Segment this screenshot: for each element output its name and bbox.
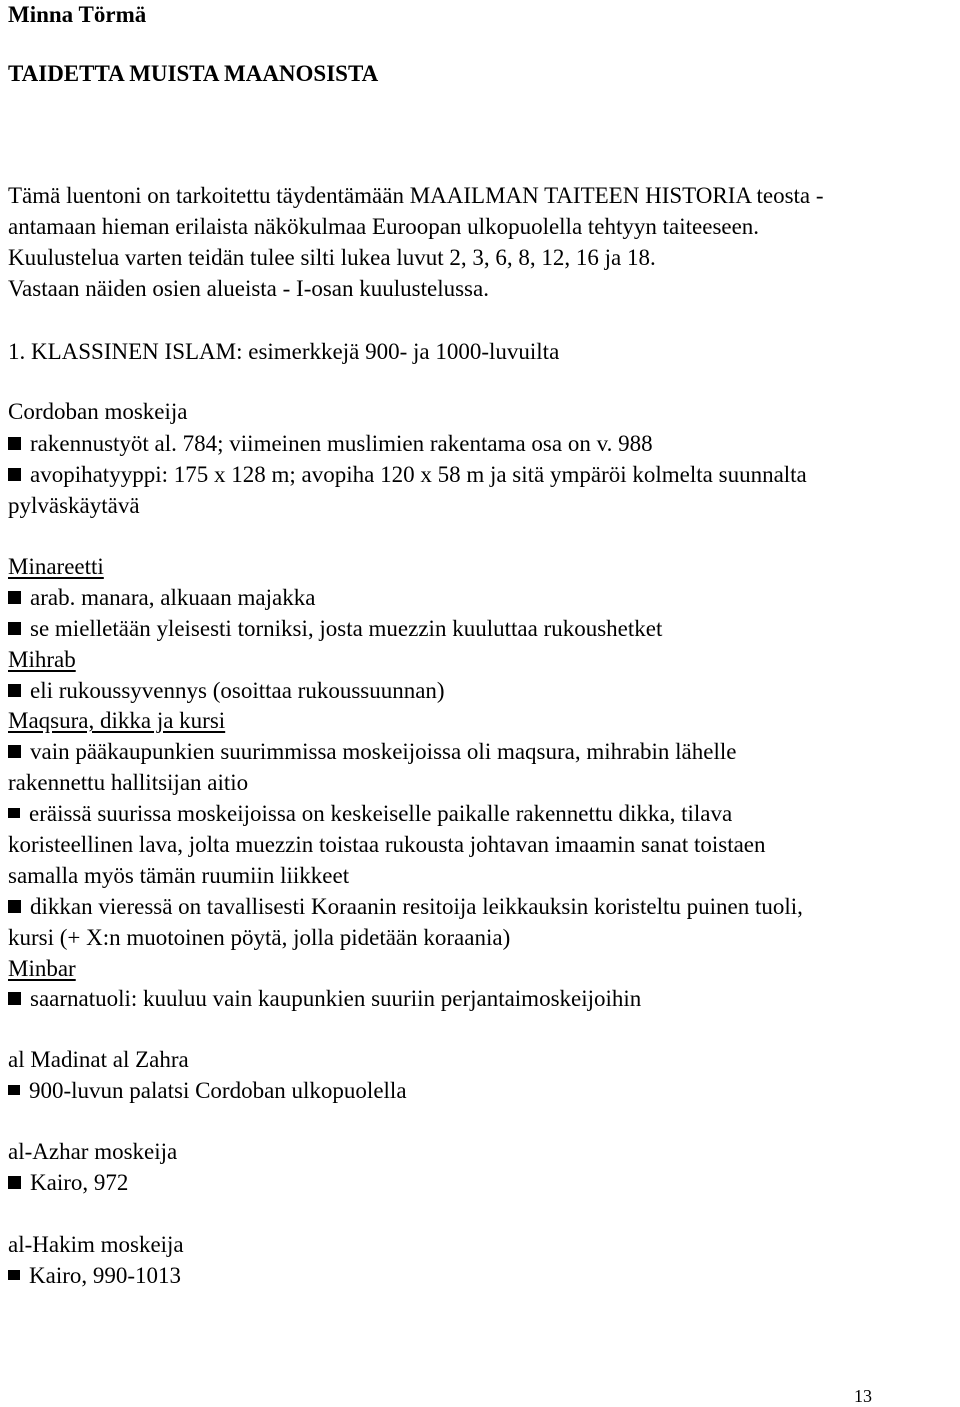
list-item: dikkan vieressä on tavallisesti Koraanin resitoija leikkauksin koristeltu puinen tuoli, — [8, 895, 803, 918]
bullet-square-icon — [8, 591, 21, 604]
bullet-square-icon — [8, 1085, 20, 1095]
minbar-heading: Minbar — [8, 956, 76, 981]
list-item: avopihatyyppi: 175 x 128 m; avopiha 120 x 58 m ja sitä ympäröi kolmelta suunnalta — [8, 463, 807, 486]
intro-line: Tämä luentoni on tarkoitettu täydentämään MAAILMAN TAITEEN HISTORIA teosta - — [8, 183, 824, 208]
bullet-square-icon — [8, 900, 21, 913]
minaretti-heading: Minareetti — [8, 554, 104, 579]
author-name: Minna Törmä — [8, 2, 147, 27]
cordoba-heading: Cordoban moskeija — [8, 399, 188, 424]
list-item-continuation: koristeellinen lava, jolta muezzin toistaa rukousta johtavan imaamin sanat toistaen — [8, 832, 766, 857]
bullet-square-icon — [8, 745, 21, 758]
bullet-square-icon — [8, 468, 21, 481]
list-item-continuation: samalla myös tämän ruumiin liikkeet — [8, 863, 350, 888]
bullet-square-icon — [8, 1270, 20, 1280]
maqsura-heading: Maqsura, dikka ja kursi — [8, 708, 226, 733]
hakim-heading: al-Hakim moskeija — [8, 1232, 184, 1257]
list-item-continuation: pylväskäytävä — [8, 493, 140, 518]
list-item: eräissä suurissa moskeijoissa on keskeiselle paikalle rakennettu dikka, tilava — [8, 802, 732, 825]
intro-line: antamaan hieman erilaista näkökulmaa Euroopan ulkopuolella tehtyyn taiteeseen. — [8, 214, 760, 239]
section-heading: 1. KLASSINEN ISLAM: esimerkkejä 900- ja 1000-luvuilta — [8, 339, 560, 364]
mihrab-heading: Mihrab — [8, 647, 76, 672]
bullet-square-icon — [8, 622, 21, 635]
bullet-square-icon — [8, 684, 21, 697]
bullet-square-icon — [8, 992, 21, 1005]
list-item: 900-luvun palatsi Cordoban ulkopuolella — [8, 1079, 407, 1102]
list-item: saarnatuoli: kuuluu vain kaupunkien suuriin perjantaimoskeijoihin — [8, 987, 641, 1010]
bullet-square-icon — [8, 808, 20, 818]
list-item-continuation: rakennettu hallitsijan aitio — [8, 770, 249, 795]
list-item: rakennustyöt al. 784; viimeinen muslimien rakentama osa on v. 988 — [8, 432, 653, 455]
document-title: TAIDETTA MUISTA MAANOSISTA — [8, 61, 379, 86]
list-item: se mielletään yleisesti torniksi, josta muezzin kuuluttaa rukoushetket — [8, 617, 662, 640]
page-number: 13 — [854, 1386, 872, 1406]
intro-line: Kuulustelua varten teidän tulee silti lukea luvut 2, 3, 6, 8, 12, 16 ja 18. — [8, 245, 656, 270]
list-item: Kairo, 972 — [8, 1171, 128, 1194]
list-item: Kairo, 990-1013 — [8, 1264, 181, 1287]
list-item: vain pääkaupunkien suurimmissa moskeijoissa oli maqsura, mihrabin lähelle — [8, 740, 736, 763]
list-item: arab. manara, alkuaan majakka — [8, 586, 315, 609]
intro-line: Vastaan näiden osien alueista - I-osan kuulustelussa. — [8, 276, 489, 301]
bullet-square-icon — [8, 437, 21, 450]
azhar-heading: al-Azhar moskeija — [8, 1139, 178, 1164]
list-item-continuation: kursi (+ X:n muotoinen pöytä, jolla pidetään koraania) — [8, 925, 511, 950]
list-item: eli rukoussyvennys (osoittaa rukoussuunnan) — [8, 679, 445, 702]
madinat-heading: al Madinat al Zahra — [8, 1047, 189, 1072]
bullet-square-icon — [8, 1176, 21, 1189]
